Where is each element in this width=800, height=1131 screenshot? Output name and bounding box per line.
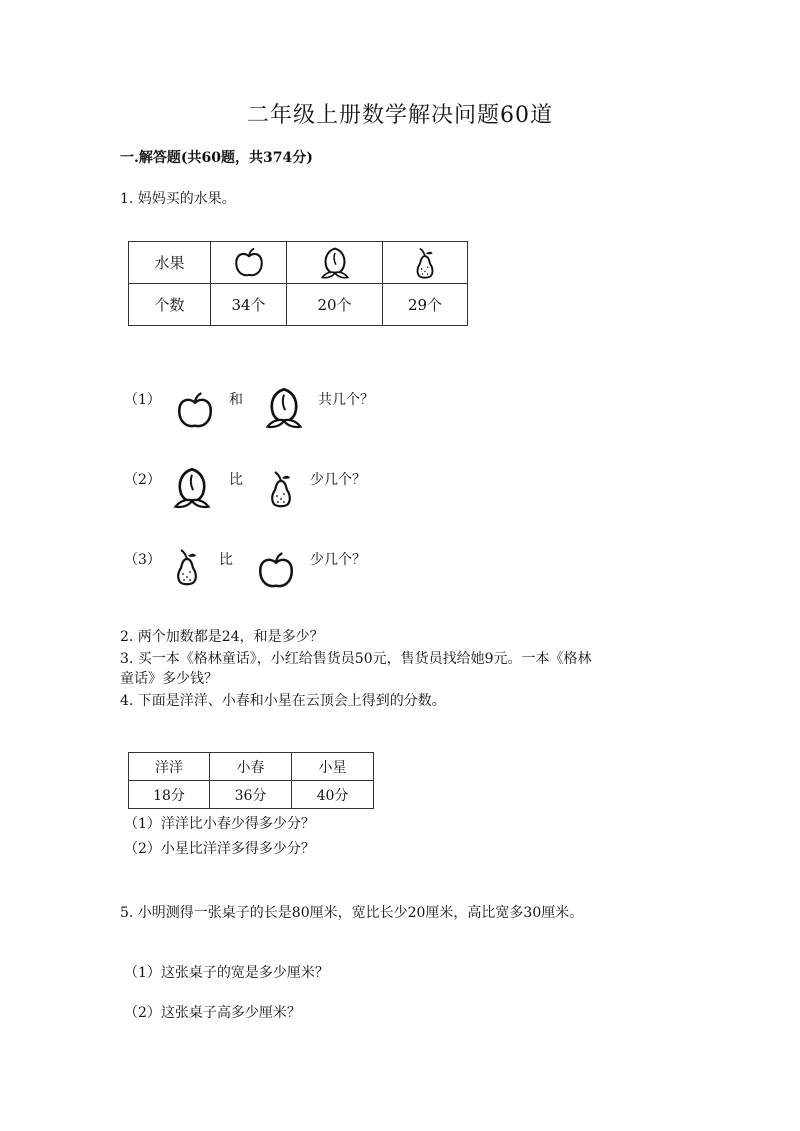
apple-icon	[174, 390, 216, 432]
sub1-conjunction: 和	[229, 392, 243, 408]
question-5-sub2: （2）这张桌子高多少厘米？	[124, 1005, 301, 1021]
fruit-table	[128, 241, 468, 326]
count-apple: 34个	[211, 284, 287, 326]
question-4-text: 4. 下面是洋洋、小春和小星在云顶会上得到的分数。	[120, 693, 446, 709]
score-xiaochun: 36分	[210, 781, 292, 809]
sub3-conjunction: 比	[219, 552, 233, 568]
sub3-number: （3）	[124, 552, 161, 568]
pear-icon	[172, 546, 202, 588]
section-heading: 一.解答题(共60题，共374分)	[120, 150, 313, 166]
sub1-number: （1）	[124, 392, 161, 408]
pear-icon	[266, 468, 296, 510]
page-title: 二年级上册数学解决问题60道	[247, 103, 553, 128]
question-1-text: 1. 妈妈买的水果。	[120, 191, 236, 207]
sub2-number: （2）	[124, 472, 161, 488]
score-yangyang: 18分	[129, 781, 210, 809]
question-3-line1: 3. 买一本《格林童话》，小红给售货员50元，售货员找给她9元。一本《格林	[120, 651, 592, 667]
fruit-row-label: 水果	[129, 242, 211, 284]
count-pear: 29个	[383, 284, 468, 326]
sub1-ending: 共几个？	[318, 392, 374, 408]
fruit-cell-pear	[383, 242, 468, 284]
question-2-text: 2. 两个加数都是24，和是多少？	[120, 629, 324, 645]
fruit-cell-peach	[287, 242, 383, 284]
question-5-text: 5. 小明测得一张桌子的长是80厘米，宽比长少20厘米，高比宽多30厘米。	[120, 905, 584, 921]
score-table	[128, 752, 374, 809]
score-header-yangyang: 洋洋	[129, 753, 210, 781]
question-3-line2: 童话》多少钱？	[120, 671, 218, 687]
peach-icon	[318, 246, 352, 280]
score-header-xiaoxing: 小星	[292, 753, 374, 781]
count-row-label: 个数	[129, 284, 211, 326]
pear-icon	[412, 246, 438, 280]
apple-icon	[232, 246, 266, 280]
peach-icon	[262, 386, 306, 430]
question-4-sub2: （2）小星比洋洋多得多少分？	[124, 841, 315, 857]
question-4-sub1: （1）洋洋比小春少得多少分？	[124, 816, 315, 832]
score-xiaoxing: 40分	[292, 781, 374, 809]
score-header-xiaochun: 小春	[210, 753, 292, 781]
sub3-ending: 少几个？	[310, 552, 366, 568]
sub2-ending: 少几个？	[310, 472, 366, 488]
count-peach: 20个	[287, 284, 383, 326]
fruit-cell-apple	[211, 242, 287, 284]
question-5-sub1: （1）这张桌子的宽是多少厘米？	[124, 965, 329, 981]
peach-icon	[170, 466, 214, 510]
sub2-conjunction: 比	[229, 472, 243, 488]
apple-icon	[255, 550, 297, 592]
